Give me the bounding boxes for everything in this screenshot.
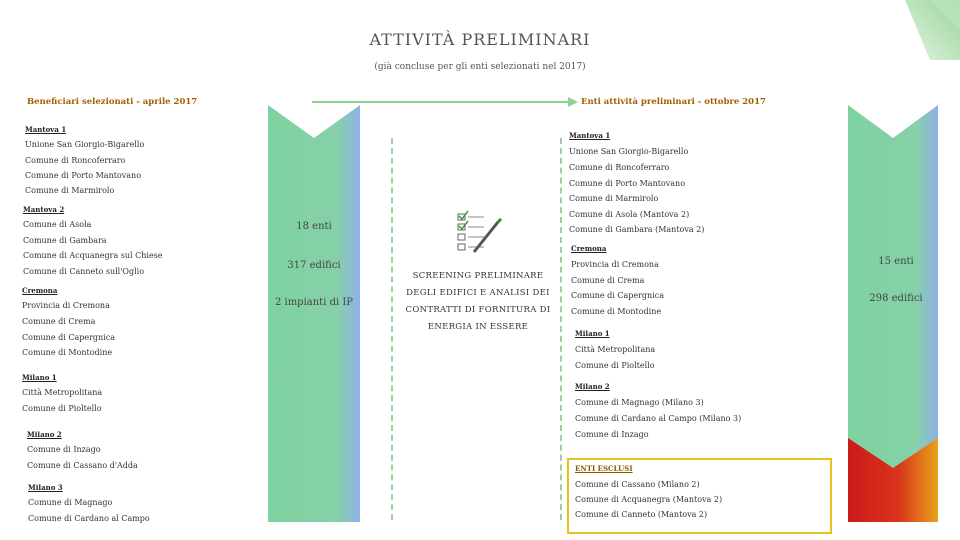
left-group-title: Milano 1 [22, 373, 57, 382]
page-title: ATTIVITÀ PRELIMINARI [369, 30, 591, 49]
left-list-item: Comune di Asola [23, 220, 92, 229]
right-list-item: Comune di Marmirolo [569, 194, 659, 203]
right-list-item: Comune di Roncoferraro [569, 163, 670, 172]
left-chevron-arrow [268, 105, 360, 522]
timeline-arrow [312, 97, 578, 107]
right-group-title: Milano 2 [575, 382, 610, 391]
dashed-divider-right [560, 138, 562, 520]
page-subtitle: (già concluse per gli enti selezionati nel 2017) [374, 62, 586, 72]
left-header: Beneficiari selezionati - aprile 2017 [27, 97, 198, 107]
screening-description: SCREENING PRELIMINARE DEGLI EDIFICI E ANALISI DEI CONTRATTI DI FORNITURA DI ENERGIA IN ESSERE [405, 271, 551, 332]
left-edifici-count: 317 edifici [287, 260, 341, 271]
right-list-item: Provincia di Cremona [571, 260, 659, 269]
left-list-item: Comune di Montodine [22, 348, 113, 357]
right-edifici-count: 298 edifici [869, 293, 923, 304]
dashed-divider-left [391, 138, 393, 520]
right-list-item: Comune di Capergnica [571, 291, 664, 300]
left-group-title: Milano 3 [28, 483, 63, 492]
left-list-item: Comune di Canneto sull'Oglio [23, 267, 145, 276]
left-list-item: Comune di Marmirolo [25, 186, 115, 195]
left-list-item: Comune di Roncoferraro [25, 156, 126, 165]
left-list-item: Comune di Capergnica [22, 333, 115, 342]
left-list-item: Comune di Magnago [28, 498, 113, 507]
left-list-item: Comune di Cardano al Campo [28, 514, 150, 523]
right-list-item: Comune di Asola (Mantova 2) [569, 210, 690, 219]
left-list-item: Comune di Porto Mantovano [25, 171, 142, 180]
checklist-icon [458, 211, 501, 252]
right-group-title: Mantova 1 [569, 131, 611, 140]
right-list-item: Comune di Pioltello [575, 361, 655, 370]
left-impianti-count: 2 impianti di IP [274, 297, 354, 308]
left-list-item: Provincia di Cremona [22, 301, 110, 310]
right-group-title: Milano 1 [575, 329, 610, 338]
left-list-item: Comune di Gambara [23, 236, 107, 245]
right-list-item: Comune di Magnago (Milano 3) [575, 398, 704, 407]
left-list-item: Comune di Cassano d'Adda [27, 461, 138, 470]
left-list-item: Città Metropolitana [22, 388, 103, 397]
right-list-item: Comune di Gambara (Mantova 2) [569, 225, 705, 234]
left-group-title: Cremona [22, 286, 58, 295]
right-list-item: Comune di Crema [571, 276, 645, 285]
right-enti-count: 15 enti [878, 256, 914, 267]
excluded-list-item: Comune di Cassano (Milano 2) [575, 480, 700, 489]
left-group-title: Mantova 1 [25, 125, 67, 134]
left-list-item: Unione San Giorgio-Bigarello [25, 140, 145, 149]
excluded-list-item: Comune di Canneto (Mantova 2) [575, 510, 708, 519]
right-list-item: Unione San Giorgio-Bigarello [569, 147, 689, 156]
left-list-item: Comune di Pioltello [22, 404, 102, 413]
left-group-title: Mantova 2 [23, 205, 65, 214]
left-list-item: Comune di Crema [22, 317, 96, 326]
excluded-list-item: Comune di Acquanegra (Mantova 2) [575, 495, 723, 504]
left-list-item: Comune di Inzago [27, 445, 101, 454]
left-list-item: Comune di Acquanegra sul Chiese [23, 251, 163, 260]
left-enti-count: 18 enti [296, 221, 332, 232]
right-list-item: Comune di Cardano al Campo (Milano 3) [575, 414, 742, 423]
excluded-title: ENTI ESCLUSI [575, 464, 633, 473]
right-list-item: Comune di Inzago [575, 430, 649, 439]
right-group-title: Cremona [571, 244, 607, 253]
right-header: Enti attività preliminari - ottobre 2017 [581, 97, 766, 107]
left-group-title: Milano 2 [27, 430, 62, 439]
right-list-item: Comune di Porto Mantovano [569, 179, 686, 188]
right-list-item: Comune di Montodine [571, 307, 662, 316]
right-list-item: Città Metropolitana [575, 345, 656, 354]
